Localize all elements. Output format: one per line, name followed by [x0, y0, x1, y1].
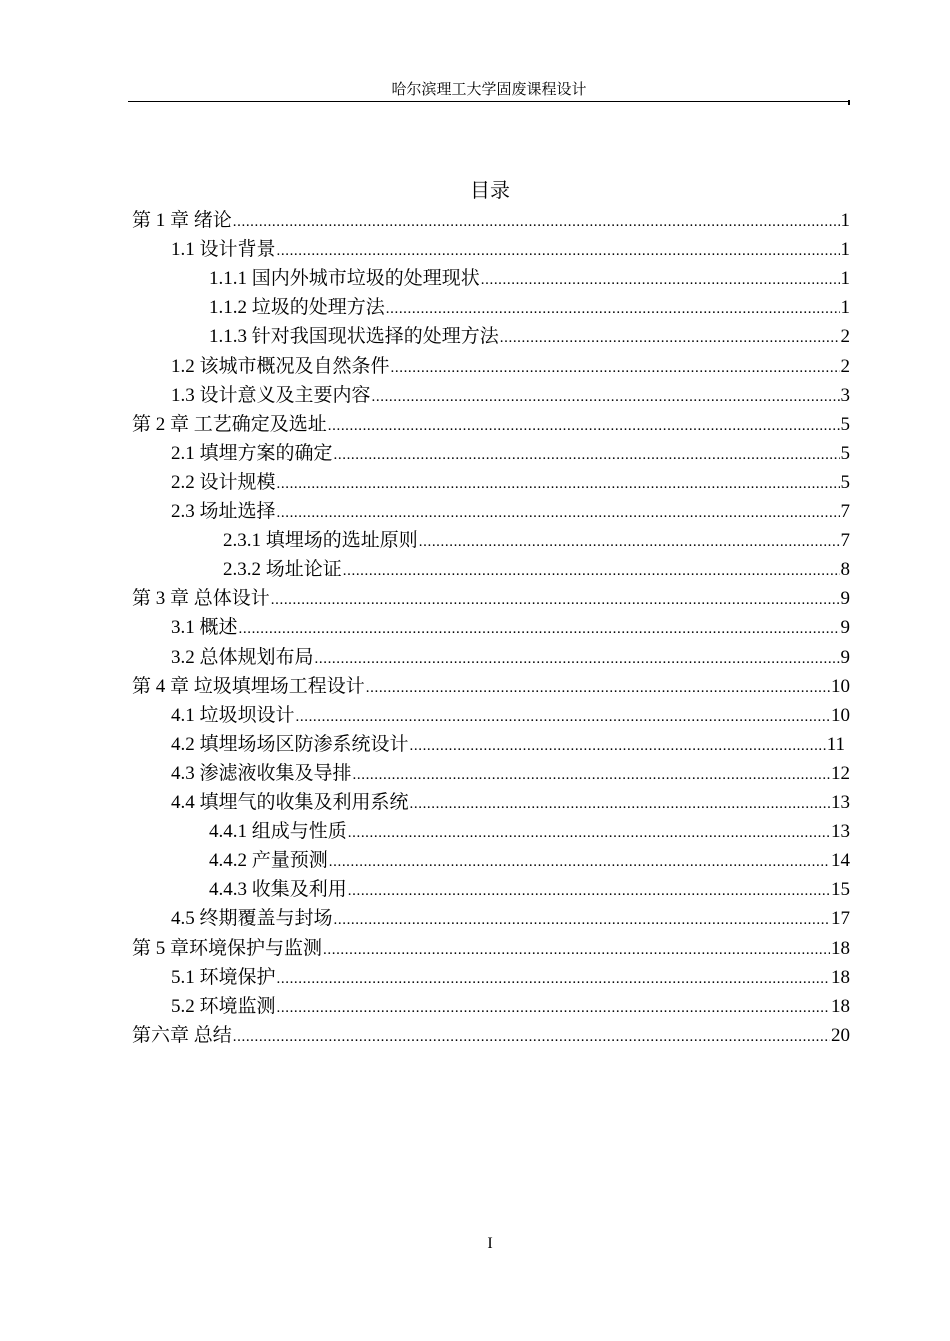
toc-entry-label: 第 5 章环境保护与监测 — [132, 937, 323, 959]
toc-entry[interactable] — [171, 381, 850, 410]
toc-title: 目录 — [470, 180, 510, 202]
toc-entry-label: 1.3 设计意义及主要内容 — [171, 384, 371, 406]
toc-entry-label: 2.1 填埋方案的确定 — [171, 442, 333, 464]
toc-entry[interactable] — [171, 439, 850, 468]
toc-entry-label: 第 1 章 绪论 — [132, 210, 232, 231]
header-divider — [128, 101, 850, 102]
toc-entry-page: 12 — [831, 762, 850, 784]
toc-entry[interactable] — [132, 206, 850, 235]
toc-entry-page: 1 — [840, 210, 850, 231]
toc-entry[interactable] — [171, 613, 850, 642]
header-divider-end-mark — [848, 100, 850, 105]
toc-entry-label: 第六章 总结 — [132, 1024, 232, 1046]
toc-entry-page: 5 — [840, 413, 850, 435]
toc-dot-leader — [334, 439, 840, 468]
toc-dot-leader — [233, 206, 840, 235]
toc-entry[interactable] — [209, 875, 850, 904]
toc-dot-leader — [328, 410, 840, 439]
toc-entry[interactable] — [132, 584, 850, 613]
toc-dot-leader — [233, 1021, 830, 1050]
toc-entry[interactable] — [171, 701, 850, 730]
toc-dot-leader — [386, 293, 840, 322]
toc-entry-page: 1 — [840, 297, 850, 319]
toc-entry[interactable] — [209, 817, 850, 846]
toc-entry[interactable] — [171, 759, 850, 788]
toc-dot-leader — [296, 701, 830, 730]
toc-entry-label: 第 2 章 工艺确定及选址 — [132, 413, 327, 435]
toc-entry-label: 2.2 设计规模 — [171, 471, 276, 493]
toc-entry-label: 2.3.2 场址论证 — [223, 559, 342, 581]
toc-dot-leader — [366, 672, 830, 701]
toc-entry-page: 1 — [840, 239, 850, 261]
toc-entry-label: 3.1 概述 — [171, 617, 238, 639]
toc-entry[interactable] — [171, 730, 845, 759]
toc-entry[interactable] — [171, 788, 850, 817]
toc-dot-leader — [500, 322, 840, 351]
toc-entry-label: 4.4.2 产量预测 — [209, 850, 328, 872]
toc-entry-label: 1.1.1 国内外城市垃圾的处理现状 — [209, 268, 480, 290]
toc-entry-label: 4.4.3 收集及利用 — [209, 879, 347, 901]
toc-entry-page: 5 — [840, 471, 850, 493]
toc-dot-leader — [323, 934, 830, 963]
toc-entry[interactable] — [209, 293, 850, 322]
toc-entry[interactable] — [209, 264, 850, 293]
toc-entry[interactable] — [132, 1021, 850, 1050]
toc-entry-page: 3 — [840, 384, 850, 406]
toc-entry-label: 1.1.2 垃圾的处理方法 — [209, 297, 385, 319]
toc-entry[interactable] — [132, 934, 850, 963]
toc-dot-leader — [348, 817, 830, 846]
toc-entry-page: 1 — [840, 268, 850, 290]
toc-entry-label: 2.3 场址选择 — [171, 501, 276, 522]
toc-dot-leader — [372, 381, 840, 410]
toc-entry[interactable] — [171, 497, 850, 526]
toc-entry-page: 8 — [840, 559, 850, 581]
toc-dot-leader — [353, 759, 830, 788]
page-header-title: 哈尔滨理工大学固废课程设计 — [391, 82, 587, 98]
toc-entry-page: 2 — [840, 326, 850, 348]
toc-entry-label: 4.5 终期覆盖与封场 — [171, 908, 333, 930]
toc-entry-page: 5 — [840, 442, 850, 464]
toc-entry[interactable] — [171, 352, 850, 381]
toc-entry-label: 第 3 章 总体设计 — [132, 588, 270, 610]
toc-dot-leader — [271, 584, 840, 613]
toc-dot-leader — [348, 875, 830, 904]
toc-dot-leader — [481, 264, 840, 293]
toc-entry[interactable] — [209, 846, 850, 875]
toc-entry-page: 9 — [840, 617, 850, 639]
toc-entry-label: 1.2 该城市概况及自然条件 — [171, 355, 390, 377]
toc-entry-label: 4.3 渗滤液收集及导排 — [171, 762, 352, 784]
toc-entry-page: 17 — [831, 908, 850, 930]
toc-entry-page: 2 — [840, 355, 850, 377]
toc-entry-page: 9 — [840, 588, 850, 610]
toc-entry-label: 第 4 章 垃圾填埋场工程设计 — [132, 675, 365, 697]
toc-entry-page: 18 — [831, 937, 850, 959]
toc-dot-leader — [329, 846, 830, 875]
toc-entry-label: 3.2 总体规划布局 — [171, 646, 314, 668]
toc-entry-label: 4.1 垃圾坝设计 — [171, 704, 295, 726]
toc-dot-leader — [277, 963, 830, 992]
toc-entry[interactable] — [223, 555, 850, 584]
toc-entry-label: 4.4 填埋气的收集及利用系统 — [171, 792, 409, 813]
toc-entry[interactable] — [171, 992, 850, 1021]
toc-entry-label: 4.2 填埋场场区防渗系统设计 — [171, 733, 409, 755]
toc-dot-leader — [315, 643, 840, 672]
toc-entry-label: 2.3.1 填埋场的选址原则 — [223, 530, 418, 552]
toc-entry-label: 4.4.1 组成与性质 — [209, 821, 347, 843]
toc-entry-page: 18 — [831, 966, 850, 988]
toc-dot-leader — [410, 730, 826, 759]
toc-entry-page: 14 — [831, 850, 850, 872]
toc-entry[interactable] — [171, 904, 850, 933]
toc-entry-page: 9 — [840, 646, 850, 668]
toc-entry-page: 20 — [831, 1024, 850, 1046]
toc-entry[interactable] — [132, 410, 850, 439]
toc-dot-leader — [277, 235, 840, 264]
toc-entry-label: 5.1 环境保护 — [171, 966, 276, 988]
toc-entry-page: 13 — [831, 821, 850, 843]
toc-entry[interactable] — [171, 963, 850, 992]
toc-dot-leader — [239, 613, 840, 642]
toc-entry-page: 7 — [840, 501, 850, 522]
toc-dot-leader — [343, 555, 840, 584]
toc-entry-page: 11 — [826, 733, 845, 755]
toc-dot-leader — [419, 526, 840, 555]
toc-entry-page: 13 — [831, 792, 850, 813]
toc-entry[interactable] — [132, 672, 850, 701]
toc-dot-leader — [410, 788, 830, 817]
toc-entry-label: 5.2 环境监测 — [171, 995, 276, 1017]
toc-entry-page: 15 — [831, 879, 850, 901]
toc-entry-page: 10 — [831, 675, 850, 697]
toc-entry[interactable] — [171, 643, 850, 672]
toc-dot-leader — [277, 468, 840, 497]
toc-entry-page: 10 — [831, 704, 850, 726]
toc-entry[interactable] — [171, 468, 850, 497]
toc-dot-leader — [277, 497, 840, 526]
toc-dot-leader — [391, 352, 840, 381]
toc-entry-page: 18 — [831, 995, 850, 1017]
toc-dot-leader — [334, 904, 830, 933]
toc-dot-leader — [277, 992, 830, 1021]
toc-entry[interactable] — [209, 322, 850, 351]
toc-entry[interactable] — [223, 526, 850, 555]
toc-entry-page: 7 — [840, 530, 850, 552]
toc-entry[interactable] — [171, 235, 850, 264]
page-number-footer: I — [487, 1235, 493, 1252]
toc-entry-label: 1.1 设计背景 — [171, 239, 276, 261]
toc-entry-label: 1.1.3 针对我国现状选择的处理方法 — [209, 326, 499, 348]
